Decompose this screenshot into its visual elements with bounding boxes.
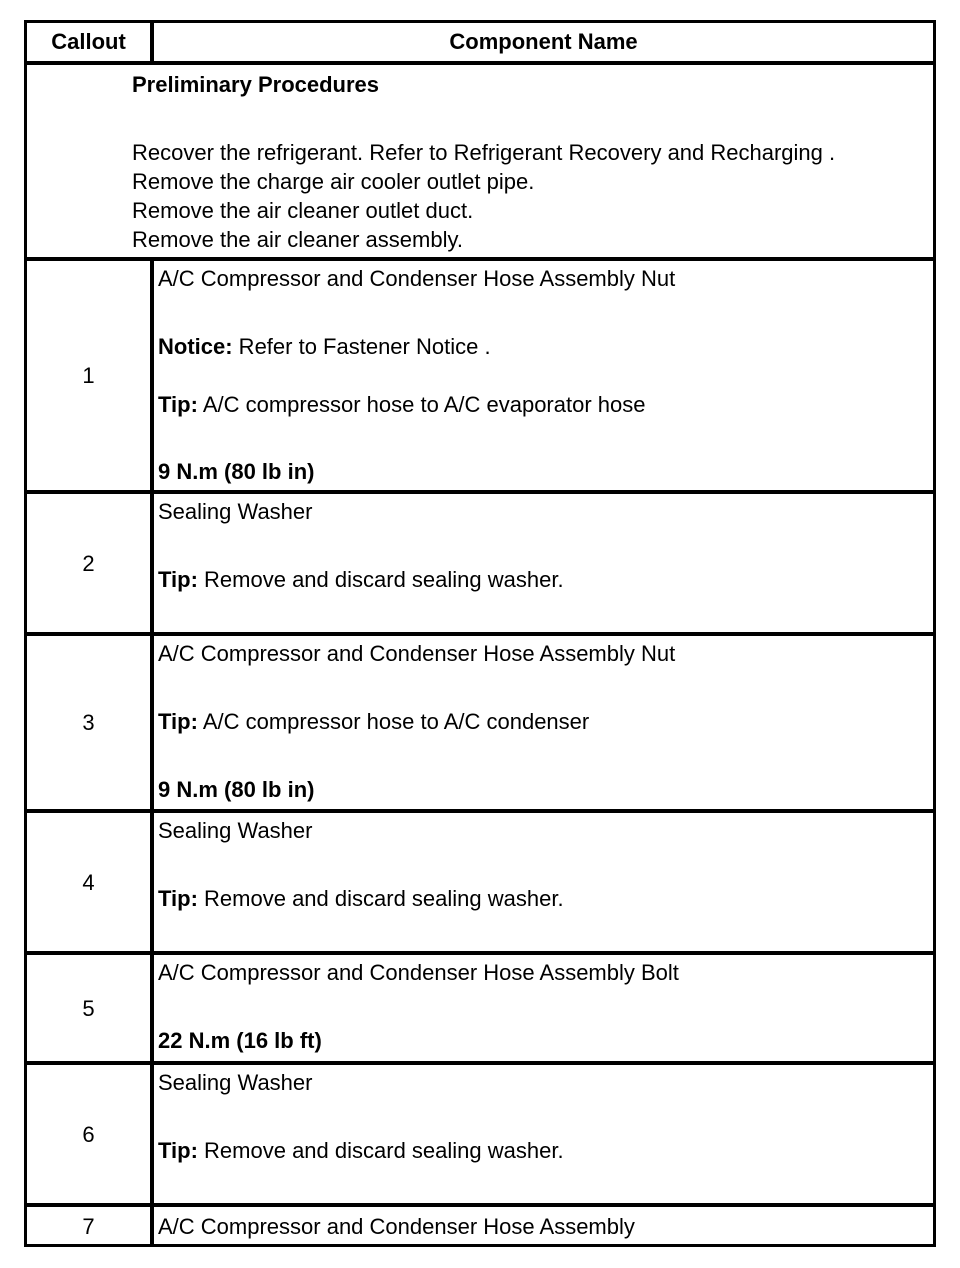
table-row <box>27 1065 933 1203</box>
callout-number: 3 <box>82 710 95 735</box>
notice-label: Notice: <box>158 334 233 359</box>
tip-line <box>158 886 564 912</box>
preliminary-step: Recover the refrigerant. Refer to Refrigerant Recovery and Recharging . <box>132 140 836 165</box>
tip-line <box>158 392 645 418</box>
table-row <box>27 261 933 490</box>
table-row <box>27 1207 933 1247</box>
callout-number: 6 <box>82 1122 95 1147</box>
table-row <box>27 494 933 632</box>
component-name: A/C Compressor and Condenser Hose Assembly Nut <box>158 266 676 291</box>
component-name: Sealing Washer <box>158 818 313 843</box>
callout-number: 7 <box>82 1214 95 1239</box>
notice-text: Refer to Fastener Notice . <box>232 334 491 359</box>
tip-line <box>158 567 564 593</box>
component-name: Sealing Washer <box>158 499 313 524</box>
torque-spec: 22 N.m (16 lb ft) <box>158 1028 322 1053</box>
header-rule <box>27 61 933 65</box>
component-name: Sealing Washer <box>158 1070 313 1095</box>
callout-number: 4 <box>82 870 95 895</box>
tip-label: Tip: <box>158 1138 198 1163</box>
component-name: A/C Compressor and Condenser Hose Assembly Nut <box>158 641 676 666</box>
tip-line <box>158 1138 564 1164</box>
component-name: A/C Compressor and Condenser Hose Assembly Bolt <box>158 960 679 985</box>
component-name-header: Component Name <box>449 29 638 54</box>
table-row <box>27 955 933 1061</box>
component-table <box>24 20 936 1247</box>
tip-label: Tip: <box>158 567 198 592</box>
tip-label: Tip: <box>158 886 198 911</box>
tip-text: Remove and discard sealing washer. <box>197 1138 564 1163</box>
tip-text: A/C compressor hose to A/C evaporator hose <box>197 392 646 417</box>
preliminary-step: Remove the air cleaner assembly. <box>132 227 463 252</box>
preliminary-step: Remove the air cleaner outlet duct. <box>132 198 474 223</box>
table-row <box>27 636 933 809</box>
callout-number: 5 <box>82 996 95 1021</box>
preliminary-title: Preliminary Procedures <box>132 72 380 97</box>
callout-number: 2 <box>82 551 95 576</box>
torque-spec: 9 N.m (80 lb in) <box>158 777 315 802</box>
callout-header: Callout <box>51 29 126 54</box>
tip-text: Remove and discard sealing washer. <box>197 567 564 592</box>
tip-label: Tip: <box>158 392 198 417</box>
torque-spec: 9 N.m (80 lb in) <box>158 459 315 484</box>
callout-number: 1 <box>82 363 95 388</box>
component-name: A/C Compressor and Condenser Hose Assembly <box>158 1214 635 1239</box>
notice-line <box>158 334 491 360</box>
tip-label: Tip: <box>158 709 198 734</box>
table-row <box>27 813 933 951</box>
tip-text: A/C compressor hose to A/C condenser <box>197 709 590 734</box>
tip-text: Remove and discard sealing washer. <box>197 886 564 911</box>
tip-line <box>158 709 589 735</box>
preliminary-step: Remove the charge air cooler outlet pipe. <box>132 169 535 194</box>
